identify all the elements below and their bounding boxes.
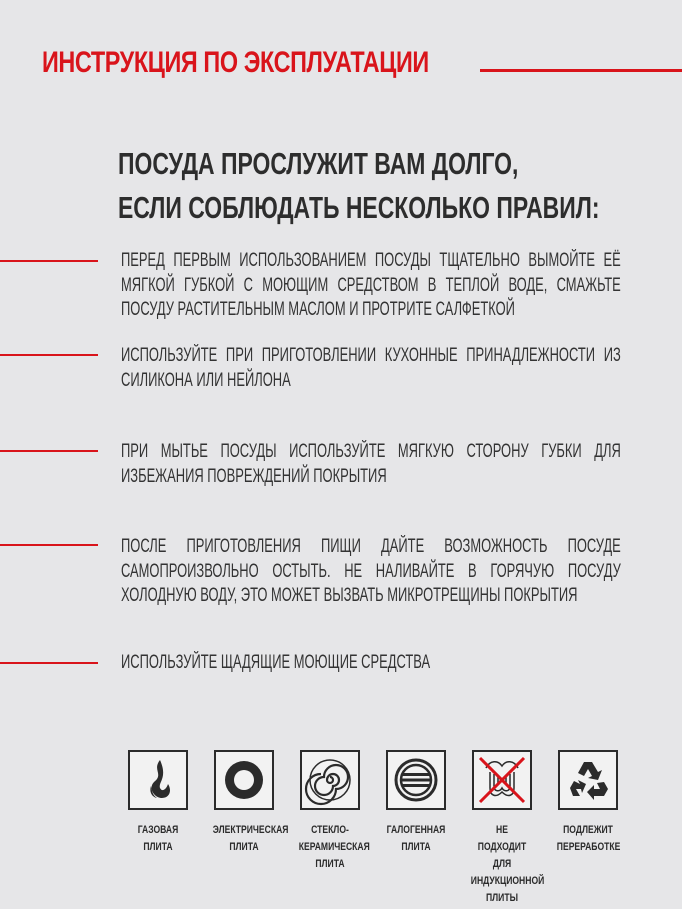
- icon-induction-not-suitable: [462, 750, 545, 907]
- icon-electric-stove: [204, 750, 289, 856]
- rule-text-1: ПЕРЕД ПЕРВЫМ ИСПОЛЬЗОВАНИЕМ ПОСУДЫ ТЩАТЕЛЬНО ВЫМОЙТЕ ЕЁ МЯГКОЙ ГУБКОЙ С МОЮЩИМ СРЕДСТВОМ В ТЕПЛОЙ ВОДЕ, СМАЖЬТЕ ПОСУДУ РАСТИТЕЛЬНЫМ МАСЛОМ И ПРОТРИТЕ САЛФЕТКОЙ: [121, 250, 621, 320]
- page-title: ИНСТРУКЦИЯ ПО ЭКСПЛУАТАЦИИ: [42, 46, 429, 79]
- rule-text-3: ПРИ МЫТЬЕ ПОСУДЫ ИСПОЛЬЗУЙТЕ МЯГКУЮ СТОРОНУ ГУБКИ ДЛЯ ИЗБЕЖАНИЯ ПОВРЕЖДЕНИЙ ПОКРЫТИЯ: [121, 441, 621, 487]
- icon-label-gas: ГАЗОВАЯ ПЛИТА: [137, 824, 179, 853]
- icon-label-halogen: ГАЛОГЕННАЯ ПЛИТА: [386, 824, 446, 853]
- electric-ring-icon: [216, 752, 272, 808]
- icon-recyclable: [548, 750, 628, 856]
- rule-text-4: ПОСЛЕ ПРИГОТОВЛЕНИЯ ПИЩИ ДАЙТЕ ВОЗМОЖНОСТЬ ПОСУДЕ САМОПРОИЗВОЛЬНО ОСТЫТЬ. НЕ НАЛИВАЙТЕ В ГОРЯЧУЮ ПОСУДУ ХОЛОДНУЮ ВОДУ, ЭТО МОЖЕТ ВЫЗВАТЬ МИКРОТРЕЩИНЫ ПОКРЫТИЯ: [121, 536, 621, 606]
- rule-marker-4: [0, 544, 98, 546]
- icon-label-induction: НЕ ПОДХОДИТ ДЛЯ ИНДУКЦИОННОЙ ПЛИТЫ: [470, 824, 545, 904]
- icon-label-recycle: ПОДЛЕЖИТ ПЕРЕРАБОТКЕ: [556, 824, 621, 853]
- recycle-icon: [560, 752, 616, 808]
- icon-label-glass-ceramic: СТЕКЛО- КЕРАМИЧЕСКАЯ ПЛИТА: [298, 824, 370, 870]
- subtitle-line-1: ПОСУДА ПРОСЛУЖИТ ВАМ ДОЛГО,: [118, 146, 519, 181]
- compatibility-icons: [118, 750, 621, 904]
- icon-halogen-stove: [376, 750, 456, 856]
- subtitle-line-2: ЕСЛИ СОБЛЮДАТЬ НЕСКОЛЬКО ПРАВИЛ:: [118, 190, 600, 225]
- icon-label-electric: ЭЛЕКТРИЧЕСКАЯ ПЛИТА: [212, 824, 289, 853]
- icon-glass-ceramic-stove: [290, 750, 370, 873]
- halogen-coil-icon: [388, 752, 444, 808]
- gas-flame-icon: [130, 752, 186, 808]
- rule-text-2: ИСПОЛЬЗУЙТЕ ПРИ ПРИГОТОВЛЕНИИ КУХОННЫЕ ПРИНАДЛЕЖНОСТИ ИЗ СИЛИКОНА ИЛИ НЕЙЛОНА: [121, 345, 621, 391]
- title-divider: [480, 69, 682, 72]
- rule-marker-3: [0, 450, 98, 452]
- subtitle: [118, 142, 599, 230]
- icon-gas-stove: [118, 750, 198, 856]
- rule-marker-2: [0, 354, 98, 356]
- glass-ceramic-spiral-icon: [302, 752, 358, 808]
- rule-marker-1: [0, 260, 98, 262]
- induction-crossed-icon: [474, 752, 530, 808]
- rule-text-5: ИСПОЛЬЗУЙТЕ ЩАДЯЩИЕ МОЮЩИЕ СРЕДСТВА: [121, 652, 431, 673]
- rule-marker-5: [0, 662, 98, 664]
